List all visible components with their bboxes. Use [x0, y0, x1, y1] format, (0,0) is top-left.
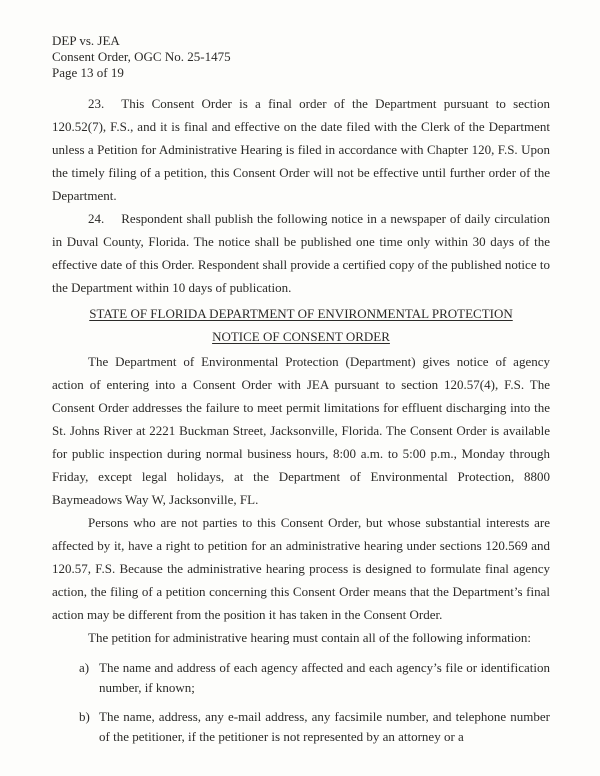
paragraph-23-text: This Consent Order is a final order of the Department pursuant to section 120.52(7), F.S., and it is final and effective on the date filed with the Clerk of the Department unless a Petition for Administrative Hearing is filed in accordance with Chapter 120, F.S. Upon the timely filing of a petition, this Consent Order will not be effective until further order of the Department.: [52, 96, 550, 203]
header-page-number: Page 13 of 19: [52, 65, 124, 80]
header-case-line: DEP vs. JEA: [52, 33, 120, 48]
document-header: [52, 33, 550, 81]
list-item-b-marker: b): [79, 709, 90, 724]
paragraph-23-number: 23.: [88, 96, 105, 111]
paragraph-23: [52, 92, 550, 207]
list-item-a-text: The name and address of each agency affected and each agency’s file or identification number, if known;: [99, 660, 550, 695]
list-item-a: [79, 658, 550, 698]
header-order-line: Consent Order, OGC No. 25-1475: [52, 49, 231, 64]
notice-paragraph-2: Persons who are not parties to this Consent Order, but whose substantial interests are affected by it, have a right to petition for an administrative hearing under sections 120.569 and 120.57, F.S. Because the administrative hearing process is designed to formulate final agency action, the filing of a petition concerning this Consent Order means that the Department’s final action may be different from the position it has taken in the Consent Order.: [52, 515, 550, 622]
paragraph-24: [52, 207, 550, 299]
list-item-b: [79, 707, 550, 747]
notice-headings: [52, 302, 550, 348]
notice-heading-agency: STATE OF FLORIDA DEPARTMENT OF ENVIRONMENTAL PROTECTION: [89, 306, 513, 321]
petition-intro: The petition for administrative hearing must contain all of the following information:: [88, 630, 531, 645]
paragraph-24-text: Respondent shall publish the following notice in a newspaper of daily circulation in Duval County, Florida. The notice shall be published one time only within 30 days of the effective date of this Order. Respondent shall provide a certified copy of the published notice to the Department within 10 days of publication.: [52, 211, 550, 295]
notice-heading-title: NOTICE OF CONSENT ORDER: [212, 329, 390, 344]
notice-paragraph-1: The Department of Environmental Protection (Department) gives notice of agency action of entering into a Consent Order with JEA pursuant to section 120.57(4), F.S. The Consent Order addresses the failure to meet permit limitations for effluent discharging into the St. Johns River at 2221 Buckman Street, Jacksonville, Florida. The Consent Order is available for public inspection during normal business hours, 8:00 a.m. to 5:00 p.m., Monday through Friday, except legal holidays, at the Department of Environmental Protection, 8800 Baymeadows Way W, Jacksonville, FL.: [52, 354, 550, 507]
petition-requirements-list: [79, 658, 550, 747]
list-item-a-marker: a): [79, 660, 90, 675]
list-item-b-text: The name, address, any e-mail address, any facsimile number, and telephone number of the petitioner, if the petitioner is not represented by an attorney or a: [99, 709, 550, 744]
paragraph-24-number: 24.: [88, 211, 105, 226]
